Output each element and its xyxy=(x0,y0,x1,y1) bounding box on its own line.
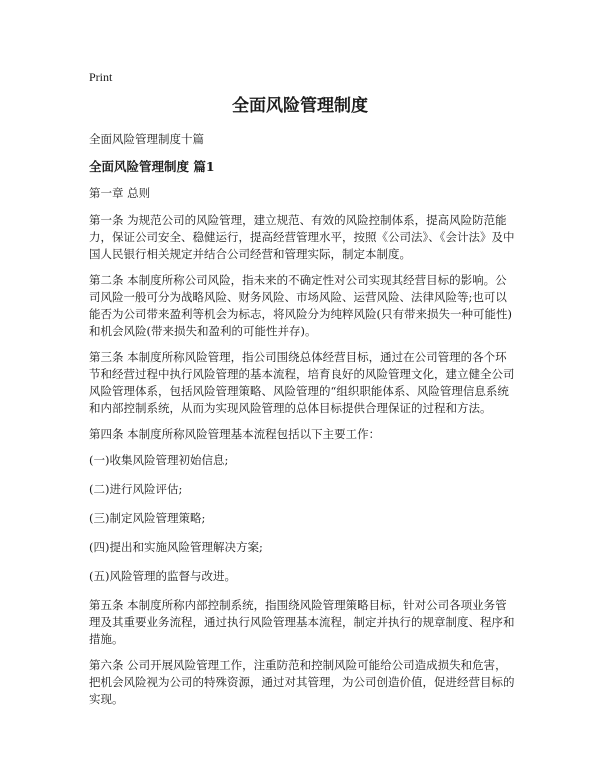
list-item: (五)风险管理的监督与改进。 xyxy=(89,569,236,583)
article-paragraph: 第四条 本制度所称风险管理基本流程包括以下主要工作： xyxy=(89,427,381,441)
print-link[interactable]: Print xyxy=(89,70,113,84)
article-paragraph: 第五条 本制度所称内部控制系统，指围绕风险管理策略目标，针对公司各项业务管理及其重要业务流程，通过执行风险管理基本流程，制定并执行的规章制度、程序和措施。 xyxy=(89,598,515,646)
list-item: (三)制定风险管理策略; xyxy=(89,511,206,525)
article-paragraph: 第二条 本制度所称公司风险，指未来的不确定性对公司实现其经营目标的影响。公司风险一般可分为战略风险、财务风险、市场风险、运营风险、法律风险等;也可以能否为公司带来盈利等机会为标志，将风险分为纯粹风险(只有带来损失一种可能性)和机会风险(带来损失和盈利的可能性并存)。 xyxy=(89,273,512,338)
document-subtitle: 全面风险管理制度十篇 xyxy=(89,132,204,146)
document-title: 全面风险管理制度 xyxy=(232,96,368,116)
chapter-heading: 第一章 总则 xyxy=(89,186,151,200)
document-body xyxy=(89,131,517,717)
article-paragraph: 第三条 本制度所称风险管理，指公司围绕总体经营目标，通过在公司管理的各个环节和经营过程中执行风险管理的基本流程，培育良好的风险管理文化，建立健全公司风险管理体系，包括风险管理策略、风险管理的“组织职能体系、风险管理信息系统和内部控制系统，从而为实现风险管理的总体目标提供合理保证的过程和方法。 xyxy=(89,350,515,415)
section-heading: 全面风险管理制度 篇1 xyxy=(89,159,215,174)
list-item: (四)提出和实施风险管理解决方案; xyxy=(89,540,263,554)
list-item: (二)进行风险评估; xyxy=(89,482,183,496)
list-item: (一)收集风险管理初始信息; xyxy=(89,453,229,467)
article-paragraph: 第六条 公司开展风险管理工作，注重防范和控制风险可能给公司造成损失和危害，把机会风险视为公司的特殊资源，通过对其管理，为公司创造价值，促进经营目标的实现。 xyxy=(89,658,515,706)
article-paragraph: 第一条 为规范公司的风险管理，建立规范、有效的风险控制体系，提高风险防范能力，保证公司安全、稳健运行，提高经营管理水平，按照《公司法》、《会计法》及中国人民银行相关规定并结合公司经营和管理实际，制定本制度。 xyxy=(89,213,515,261)
